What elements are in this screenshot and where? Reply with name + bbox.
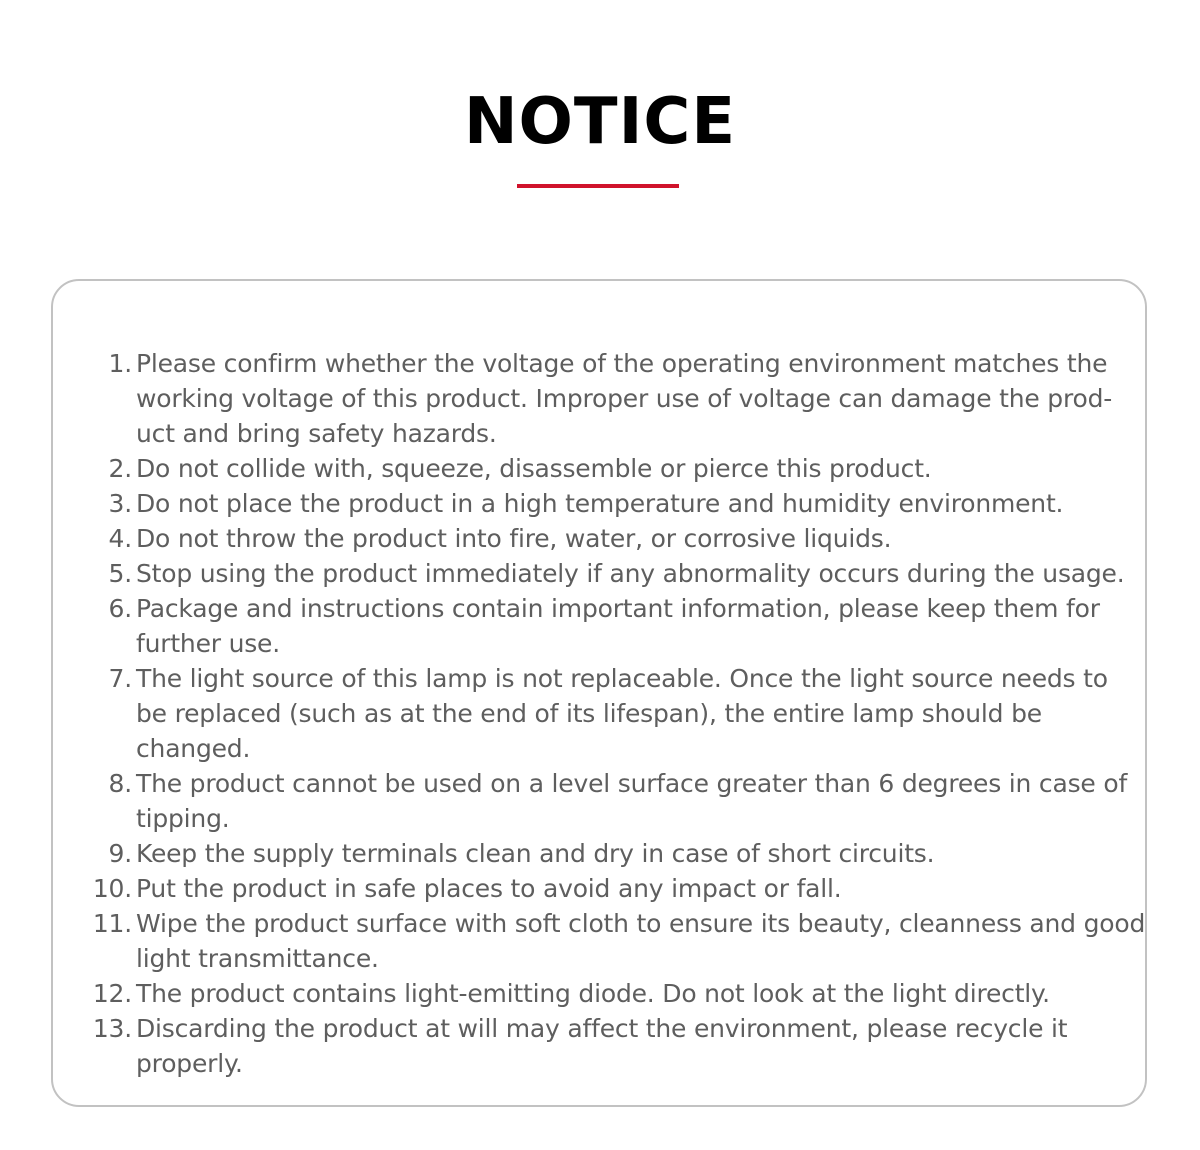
item-text: The product cannot be used on a level surface greater than 6 degrees in case of tipping. bbox=[136, 769, 1128, 833]
notice-item-6 bbox=[86, 591, 1146, 661]
item-number: 6. bbox=[108, 594, 132, 623]
item-text: Put the product in safe places to avoid any impact or fall. bbox=[136, 874, 842, 903]
item-number: 1. bbox=[108, 349, 132, 378]
item-text: Do not collide with, squeeze, disassemble or pierce this product. bbox=[136, 454, 932, 483]
notice-item-8 bbox=[86, 766, 1146, 836]
title-underline bbox=[517, 184, 679, 188]
page-title: NOTICE bbox=[463, 85, 737, 159]
item-number: 11. bbox=[92, 909, 132, 938]
item-text: The light source of this lamp is not replaceable. Once the light source needs to be replaced (such as at the end of its lifespan), the entire lamp should be changed. bbox=[136, 664, 1108, 763]
notice-item-11 bbox=[86, 906, 1146, 976]
notice-item-2 bbox=[86, 451, 1146, 486]
item-text: Do not place the product in a high temperature and humidity environment. bbox=[136, 489, 1064, 518]
item-number: 3. bbox=[108, 489, 132, 518]
item-text: The product contains light-emitting diode. Do not look at the light directly. bbox=[136, 979, 1050, 1008]
item-number: 2. bbox=[108, 454, 132, 483]
item-text: Keep the supply terminals clean and dry in case of short circuits. bbox=[136, 839, 935, 868]
notice-item-1 bbox=[86, 346, 1146, 451]
item-text: Stop using the product immediately if any abnormality occurs during the usage. bbox=[136, 559, 1125, 588]
item-number: 12. bbox=[92, 979, 132, 1008]
item-number: 5. bbox=[108, 559, 132, 588]
item-text: Wipe the product surface with soft cloth to ensure its beauty, cleanness and good light transmittance. bbox=[136, 909, 1146, 973]
item-text: Discarding the product at will may affect the environment, please recycle it properly. bbox=[136, 1014, 1068, 1078]
notice-item-9 bbox=[86, 836, 1146, 871]
item-number: 13. bbox=[92, 1014, 132, 1043]
item-number: 8. bbox=[108, 769, 132, 798]
item-text: Package and instructions contain important information, please keep them for further use. bbox=[136, 594, 1100, 658]
item-number: 4. bbox=[108, 524, 132, 553]
notice-list bbox=[86, 346, 1146, 1081]
notice-item-13 bbox=[86, 1011, 1146, 1081]
notice-item-4 bbox=[86, 521, 1146, 556]
notice-item-12 bbox=[86, 976, 1146, 1011]
item-text: Please confirm whether the voltage of the operating environment matches the working voltage of this product. Improper use of voltage can damage the prod-uct and bring safety hazards. bbox=[136, 349, 1113, 448]
notice-item-10 bbox=[86, 871, 1146, 906]
item-number: 9. bbox=[108, 839, 132, 868]
notice-item-3 bbox=[86, 486, 1146, 521]
item-number: 10. bbox=[92, 874, 132, 903]
item-number: 7. bbox=[108, 664, 132, 693]
notice-item-5 bbox=[86, 556, 1146, 591]
notice-item-7 bbox=[86, 661, 1146, 766]
item-text: Do not throw the product into fire, water, or corrosive liquids. bbox=[136, 524, 892, 553]
